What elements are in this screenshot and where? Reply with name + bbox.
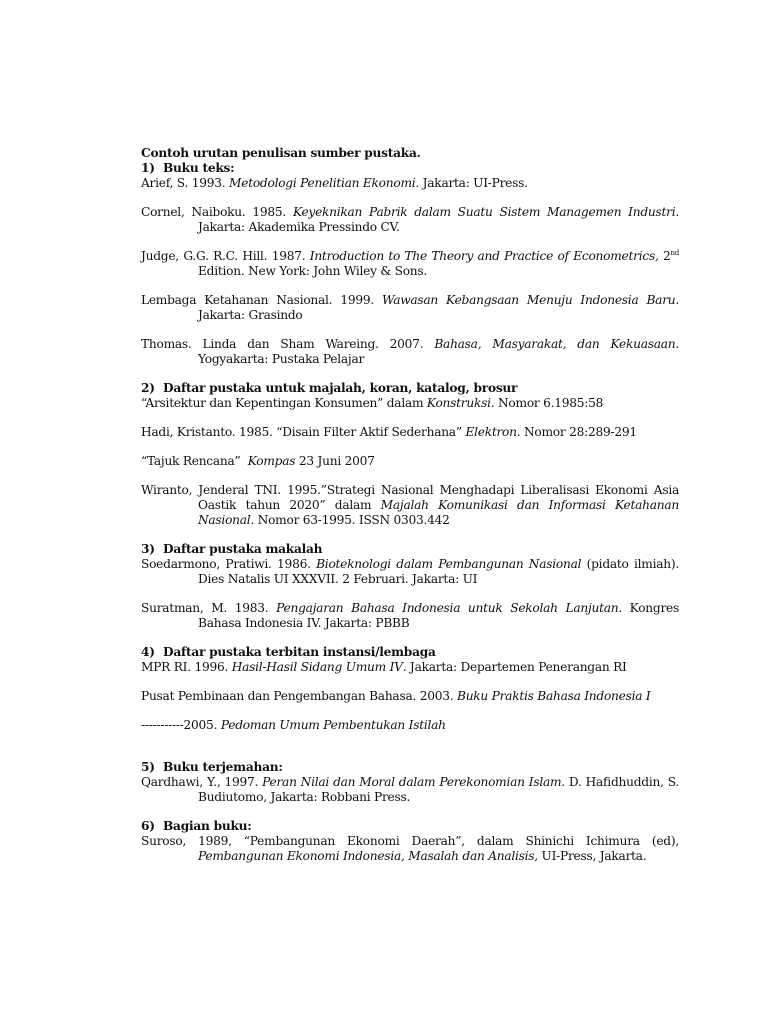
reference-entry bbox=[141, 396, 679, 411]
ref-text: UI-Press, Jakarta. bbox=[537, 849, 647, 863]
section-title: Buku terjemahan bbox=[163, 760, 279, 774]
ref-title: Pengajaran Bahasa Indonesia untuk Sekolah Lanjutan bbox=[276, 601, 619, 615]
section-heading-5: 5) Buku terjemahan: bbox=[141, 760, 283, 774]
reference-entry bbox=[141, 660, 679, 675]
reference-entry bbox=[141, 425, 679, 440]
ref-text: Qardhawi, Y., 1997. bbox=[141, 775, 263, 789]
ref-text: Soedarmono, Pratiwi. 1986. bbox=[141, 557, 317, 571]
section-title: Daftar pustaka untuk majalah, koran, katalog, brosur bbox=[163, 381, 518, 395]
ref-text: -----------2005. bbox=[141, 718, 221, 732]
section-title: Daftar pustaka makalah bbox=[163, 542, 323, 556]
ref-text: MPR RI. 1996. bbox=[141, 660, 232, 674]
ref-text: Judge, G.G. R.C. Hill. 1987. bbox=[141, 249, 310, 263]
reference-entry bbox=[141, 205, 679, 235]
ref-text: . Jakarta: UI-Press. bbox=[415, 176, 528, 190]
ref-text: . Jakarta: Akademika Pressindo CV. bbox=[198, 205, 679, 234]
section-heading-3 bbox=[141, 542, 679, 557]
ref-title: Keyeknikan Pabrik dalam Suatu Sistem Managemen Industri bbox=[292, 205, 676, 219]
ref-text: Edition. New York: John Wiley & Sons. bbox=[198, 264, 428, 278]
ref-text: . Kongres Bahasa Indonesia IV. Jakarta: PBBB bbox=[198, 601, 679, 630]
ref-title: Hasil-Hasil Sidang Umum IV bbox=[231, 660, 403, 674]
ref-text: Lembaga Ketahanan Nasional. 1999. bbox=[141, 293, 382, 307]
section-number: 5) bbox=[141, 760, 155, 774]
ref-text: . Nomor 63-1995. ISSN 0303.442 bbox=[250, 513, 450, 527]
reference-entry bbox=[141, 601, 679, 631]
section-heading-4 bbox=[141, 645, 679, 660]
reference-entry bbox=[141, 557, 679, 587]
ref-text: . Jakarta: Grasindo bbox=[198, 293, 679, 322]
section-heading-2 bbox=[141, 381, 679, 396]
reference-entry bbox=[141, 689, 679, 704]
ref-title: Bahasa, Masyarakat, dan Kekuasaan bbox=[434, 337, 676, 351]
reference-entry bbox=[141, 337, 679, 367]
ref-text: Wiranto, Jenderal TNI. 1995.”Strategi Nasional Menghadapi Liberalisasi Ekonomi Asia Oastik tahun 2020” dalam bbox=[141, 483, 679, 512]
page-title-text: Contoh urutan penulisan sumber pustaka bbox=[141, 146, 417, 160]
reference-entry bbox=[141, 775, 679, 805]
ref-text: (pidato ilmiah). Dies Natalis UI XXXVII. 2 Februari. Jakarta: UI bbox=[198, 557, 680, 586]
section-title: Bagian buku bbox=[163, 819, 248, 833]
reference-entry bbox=[141, 483, 679, 528]
ref-title: Peran Nilai dan Moral dalam Perekonomian Islam. bbox=[262, 775, 565, 789]
ref-text: Cornel, Naiboku. 1985. bbox=[141, 205, 293, 219]
ref-title: Majalah Komunikasi dan Informasi Ketahanan Nasional bbox=[198, 498, 679, 527]
section-number: 4) bbox=[141, 645, 155, 659]
reference-entry bbox=[141, 249, 679, 279]
ref-title: Pedoman Umum Pembentukan Istilah bbox=[220, 718, 446, 732]
ref-text: Pusat Pembinaan dan Pengembangan Bahasa. 2003. bbox=[141, 689, 457, 703]
ref-text: “Tajuk Rencana” bbox=[141, 454, 248, 468]
ref-text: Hadi, Kristanto. 1985. “Disain Filter Aktif Sederhana” bbox=[141, 425, 466, 439]
ref-title: Elektron bbox=[465, 425, 517, 439]
ref-title: Pembangunan Ekonomi Indonesia, Masalah dan Analisis, bbox=[198, 849, 538, 863]
document-page bbox=[141, 146, 679, 864]
section-number: 1) bbox=[141, 161, 155, 175]
ref-title: Bioteknologi dalam Pembangunan Nasional bbox=[316, 557, 582, 571]
section-title: Daftar pustaka terbitan instansi/lembaga bbox=[163, 645, 436, 659]
ref-title: Metodologi Penelitian Ekonomi bbox=[229, 176, 416, 190]
page-title: Contoh urutan penulisan sumber pustaka. bbox=[141, 146, 421, 160]
ref-text: D. Hafidhuddin, S. Budiutomo, Jakarta: Robbani Press. bbox=[198, 775, 679, 804]
ref-text: . Nomor 28:289-291 bbox=[516, 425, 637, 439]
section-number: 3) bbox=[141, 542, 155, 556]
ref-title: Wawasan Kebangsaan Menuju Indonesia Baru bbox=[381, 293, 676, 307]
ref-text: Thomas. Linda dan Sham Wareing. 2007. bbox=[141, 337, 435, 351]
section-number: 6) bbox=[141, 819, 155, 833]
ref-text: “Arsitektur dan Kepentingan Konsumen” dalam bbox=[141, 396, 427, 410]
ref-title: Kompas bbox=[247, 454, 296, 468]
ref-text: Arief, S. 1993. bbox=[141, 176, 229, 190]
ref-superscript: nd bbox=[670, 248, 679, 257]
section-title: Buku teks bbox=[163, 161, 231, 175]
ref-text: Suratman, M. 1983. bbox=[141, 601, 277, 615]
ref-text: 23 Juni 2007 bbox=[295, 454, 375, 468]
section-number: 2) bbox=[141, 381, 155, 395]
ref-title: Buku Praktis Bahasa Indonesia I bbox=[456, 689, 651, 703]
ref-title: Konstruksi bbox=[426, 396, 491, 410]
ref-text: . Yogyakarta: Pustaka Pelajar bbox=[198, 337, 679, 366]
reference-entry bbox=[141, 454, 679, 469]
reference-entry bbox=[141, 176, 679, 191]
reference-entry bbox=[141, 718, 679, 733]
section-heading-1: 1) Buku teks: bbox=[141, 161, 235, 175]
reference-entry bbox=[141, 293, 679, 323]
ref-text: 2 bbox=[658, 249, 671, 263]
section-heading-6: 6) Bagian buku: bbox=[141, 819, 252, 833]
ref-text: . Jakarta: Departemen Penerangan RI bbox=[402, 660, 627, 674]
ref-text: . Nomor 6.1985:58 bbox=[490, 396, 604, 410]
ref-text: Suroso, 1989, “Pembangunan Ekonomi Daerah”, dalam Shinichi Ichimura (ed), bbox=[141, 834, 679, 848]
ref-title: Introduction to The Theory and Practice of Econometrics, bbox=[309, 249, 659, 263]
reference-entry bbox=[141, 834, 679, 864]
